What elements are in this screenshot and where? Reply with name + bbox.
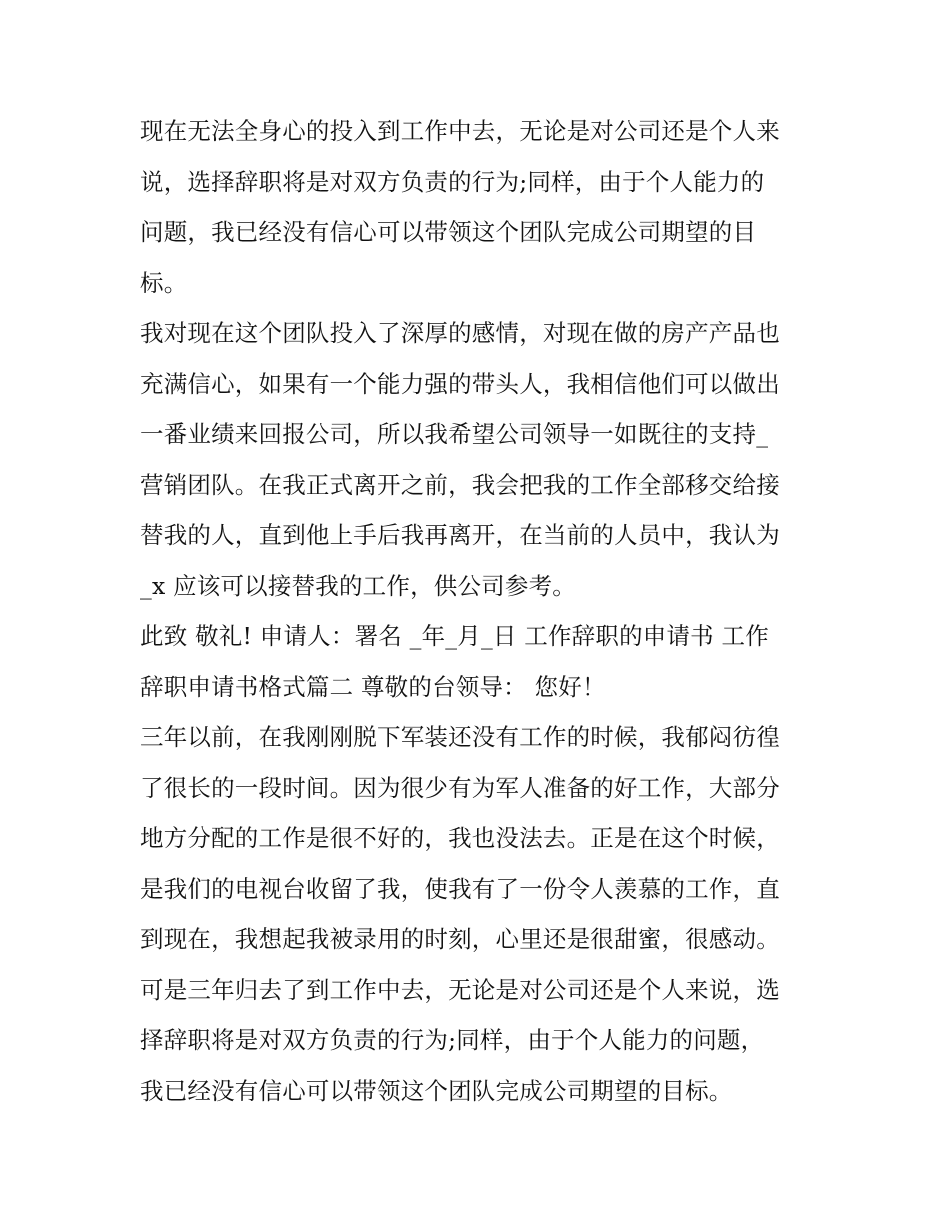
text-line: 地方分配的工作是很不好的，我也没法去。正是在这个时候， [140,824,780,852]
document-body [140,106,820,1116]
text-line: 我已经没有信心可以带领这个团队完成公司期望的目标。 [140,1076,733,1105]
text-line: 此致 敬礼! 申请人：署名 _年_月_日 工作辞职的申请书 工作 [140,622,769,650]
text-line: 择辞职将是对双方负责的行为;同样，由于个人能力的问题， [140,1026,765,1054]
text-line: 说，选择辞职将是对双方负责的行为;同样，由于个人能力的 [140,167,765,196]
text-line: 标。 [140,268,188,297]
text-line: 替我的人，直到他上手后我再离开，在当前的人员中，我认为 [140,521,780,549]
text-line: 可是三年归去了到工作中去，无论是对公司还是个人来说，选 [140,975,780,1004]
text-line: 是我们的电视台收留了我，使我有了一份令人羡慕的工作，直 [140,874,780,903]
text-line: 到现在，我想起我被录用的时刻，心里还是很甜蜜，很感动。 [140,925,780,953]
text-line: 充满信心，如果有一个能力强的带头人，我相信他们可以做出 [140,369,780,398]
text-line: 问题，我已经没有信心可以带领这个团队完成公司期望的目 [140,218,757,246]
text-line: 我对现在这个团队投入了深厚的感情，对现在做的房产产品也 [140,319,780,347]
text-line: 了很长的一段时间。因为很少有为军人准备的好工作，大部分 [140,773,780,802]
text-line: 一番业绩来回报公司，所以我希望公司领导一如既往的支持_ [140,420,769,448]
text-line: _x 应该可以接替我的工作，供公司参考。 [140,571,576,600]
text-line: 三年以前，在我刚刚脱下军装还没有工作的时候，我郁闷彷徨 [140,723,780,751]
text-line: 辞职申请书格式篇二 尊敬的台领导： 您好！ [140,672,606,701]
text-line: 现在无法全身心的投入到工作中去，无论是对公司还是个人来 [140,117,780,145]
text-line: 营销团队。在我正式离开之前，我会把我的工作全部移交给接 [140,470,780,499]
